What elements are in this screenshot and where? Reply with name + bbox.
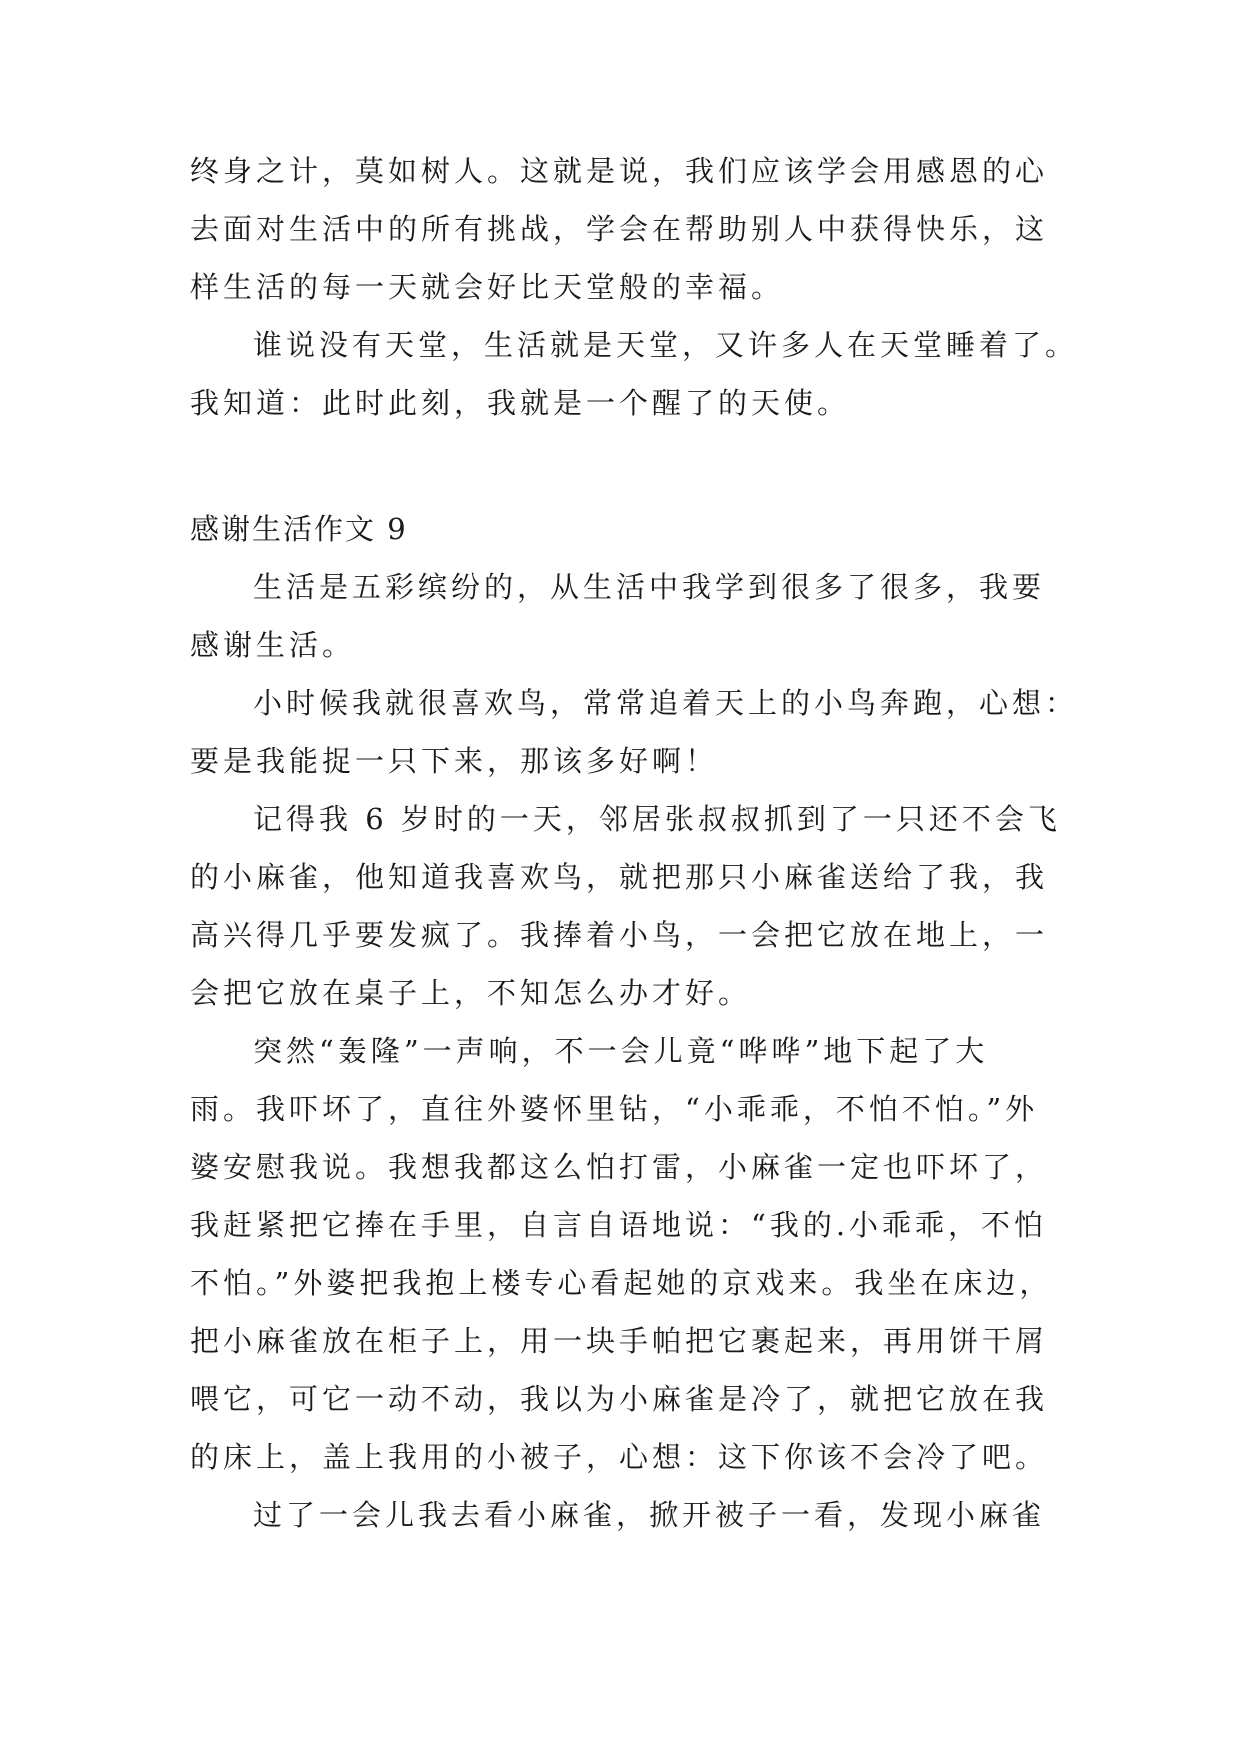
text-line: 去面对生活中的所有挑战，学会在帮助别人中获得快乐，这 xyxy=(190,212,1049,246)
text-line: 突然“轰隆”一声响，不一会儿竟“哗哗”地下起了大 xyxy=(253,1034,989,1068)
text-line: 记得我 6 岁时的一天，邻居张叔叔抓到了一只还不会飞 xyxy=(253,802,1061,836)
text-line: 样生活的每一天就会好比天堂般的幸福。 xyxy=(190,270,785,304)
text-line: 谁说没有天堂，生活就是天堂，又许多人在天堂睡着了。 xyxy=(253,328,1079,362)
text-line: 会把它放在桌子上，不知怎么办才好。 xyxy=(190,976,752,1010)
text-line: 生活是五彩缤纷的，从生活中我学到很多了很多，我要 xyxy=(253,570,1046,604)
text-line: 终身之计，莫如树人。这就是说，我们应该学会用感恩的心 xyxy=(190,154,1049,188)
text-line: 要是我能捉一只下来，那该多好啊！ xyxy=(190,744,719,778)
text-line: 过了一会儿我去看小麻雀，掀开被子一看，发现小麻雀 xyxy=(253,1498,1046,1532)
text-line: 雨。我吓坏了，直往外婆怀里钻，“小乖乖，不怕不怕。”外 xyxy=(190,1092,1039,1126)
text-line: 不怕。”外婆把我抱上楼专心看起她的京戏来。我坐在床边， xyxy=(190,1266,1053,1300)
text-line: 婆安慰我说。我想我都这么怕打雷，小麻雀一定也吓坏了， xyxy=(190,1150,1049,1184)
section-heading: 感谢生活作文 9 xyxy=(190,512,408,546)
text-line: 我赶紧把它捧在手里，自言自语地说：“我的.小乖乖，不怕 xyxy=(190,1208,1048,1242)
text-line: 喂它，可它一动不动，我以为小麻雀是冷了，就把它放在我 xyxy=(190,1382,1049,1416)
text-line: 我知道：此时此刻，我就是一个醒了的天使。 xyxy=(190,386,851,420)
text-line: 高兴得几乎要发疯了。我捧着小鸟，一会把它放在地上，一 xyxy=(190,918,1049,952)
text-line: 把小麻雀放在柜子上，用一块手帕把它裹起来，再用饼干屑 xyxy=(190,1324,1049,1358)
text-line: 小时候我就很喜欢鸟，常常追着天上的小鸟奔跑，心想： xyxy=(253,686,1079,720)
text-line: 感谢生活。 xyxy=(190,628,356,662)
text-line: 的床上，盖上我用的小被子，心想：这下你该不会冷了吧。 xyxy=(190,1440,1049,1474)
text-line: 的小麻雀，他知道我喜欢鸟，就把那只小麻雀送给了我，我 xyxy=(190,860,1049,894)
